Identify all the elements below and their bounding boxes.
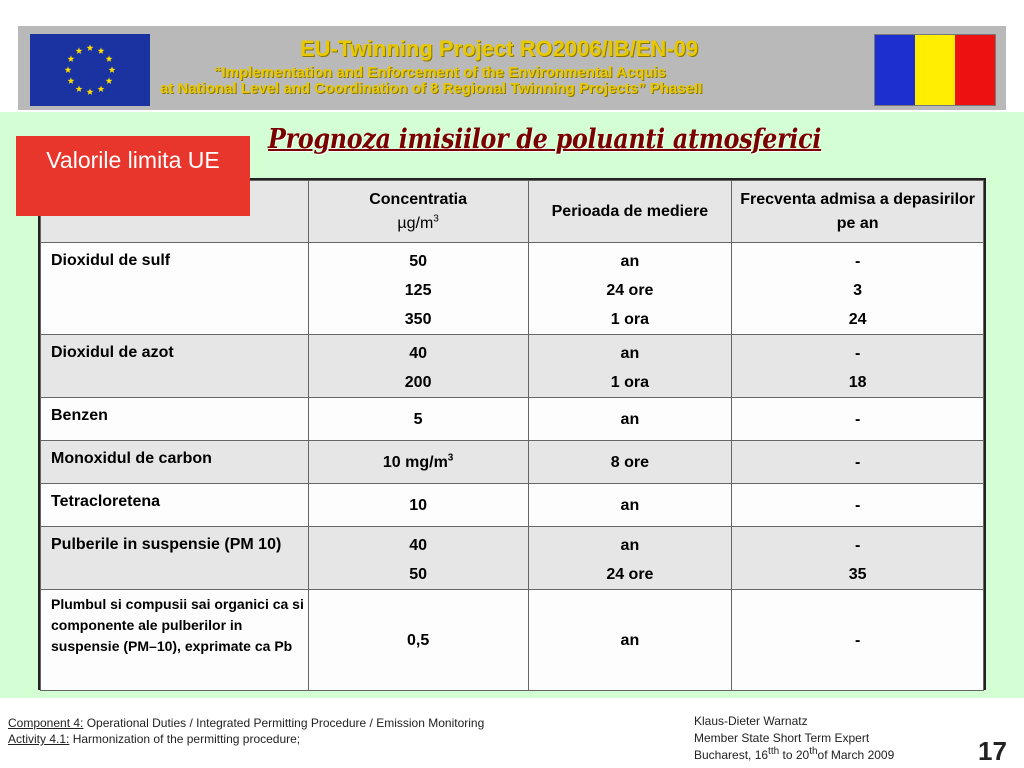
limit-values-table-frame [38,178,986,690]
row-frequency: - [732,398,984,441]
eu-flag-icon [30,34,150,106]
table-row [41,484,984,527]
row-concentration: 0,5 [308,590,528,691]
eu-star-icon [68,55,75,62]
row-substance: Pulberile in suspensie (PM 10) [41,527,309,590]
eu-star-icon [87,44,94,51]
eu-star-icon [68,77,75,84]
eu-star-icon [76,85,83,92]
row-concentration: 10 [308,484,528,527]
eu-star-icon [98,47,105,54]
row-period: 8 ore [528,441,732,484]
row-substance: Monoxidul de carbon [41,441,309,484]
eu-limit-values-label: Valorile limita UE [16,136,250,216]
row-concentration: 40 50 [308,527,528,590]
row-concentration: 10 $mg/m^3$ [308,441,528,484]
footer-date: Bucharest, $16^{tth}$ to 20thof March 2009 [694,746,895,762]
row-frequency: - 35 [732,527,984,590]
eu-star-icon [98,85,105,92]
table-row [41,335,984,398]
eu-star-icon [109,66,116,73]
slide-title: Prognoza imisiilor de poluanti atmosferici [268,124,822,155]
footer-component: Component 4: Operational Duties / Integrated Permitting Procedure / Emission Monitoring [8,716,485,730]
eu-star-icon [87,88,94,95]
footer-author: Klaus-Dieter Warnatz [694,714,808,728]
project-title: EU-Twinning Project RO2006/IB/EN-09 [300,36,699,61]
row-substance: Tetracloretena [41,484,309,527]
project-subtitle-line1: “Implementation and Enforcement of the Environmental Acquis [214,64,666,81]
row-period: an [528,398,732,441]
row-period: an [528,590,732,691]
row-concentration: 40 200 [308,335,528,398]
page-number: 17 [978,736,1007,766]
row-frequency: - [732,590,984,691]
header-concentration-unit: $\mu g/m^3$ [397,213,439,232]
header-frequency: Frecventa admisa a depasirilor pe an [732,181,984,243]
row-period: an [528,484,732,527]
eu-star-icon [65,66,72,73]
header-concentration [308,181,528,243]
header-period: Perioada de mediere [528,181,732,243]
row-substance: Dioxidul de azot [41,335,309,398]
row-frequency: - 18 [732,335,984,398]
eu-star-icon [106,55,113,62]
row-substance: Dioxidul de sulf [41,243,309,335]
header-concentration-label: Concentratia [369,190,468,208]
row-period: an 1 ora [528,335,732,398]
footer-role: Member State Short Term Expert [694,731,870,745]
row-frequency: - 3 24 [732,243,984,335]
table-row [41,441,984,484]
row-substance: Benzen [41,398,309,441]
eu-star-icon [76,47,83,54]
row-concentration: 50 125 350 [308,243,528,335]
table-row [41,243,984,335]
eu-star-icon [106,77,113,84]
romania-flag-icon [874,34,996,106]
row-period: an 24 ore [528,527,732,590]
footer-activity: Activity 4.1: Harmonization of the permitting procedure; [8,732,301,746]
limit-values-table [40,180,984,691]
table-row [41,590,984,691]
table-row [41,527,984,590]
row-substance: Plumbul si compusii sai organici ca si componente ale pulberilor in suspensie (PM–10), exprimate ca Pb [41,590,309,691]
row-concentration: 5 [308,398,528,441]
project-subtitle-line2: at National Level and Coordination of 8 Regional Twinning Projects” PhaseII [160,80,703,97]
row-period: an 24 ore 1 ora [528,243,732,335]
table-row [41,398,984,441]
row-frequency: - [732,441,984,484]
row-frequency: - [732,484,984,527]
